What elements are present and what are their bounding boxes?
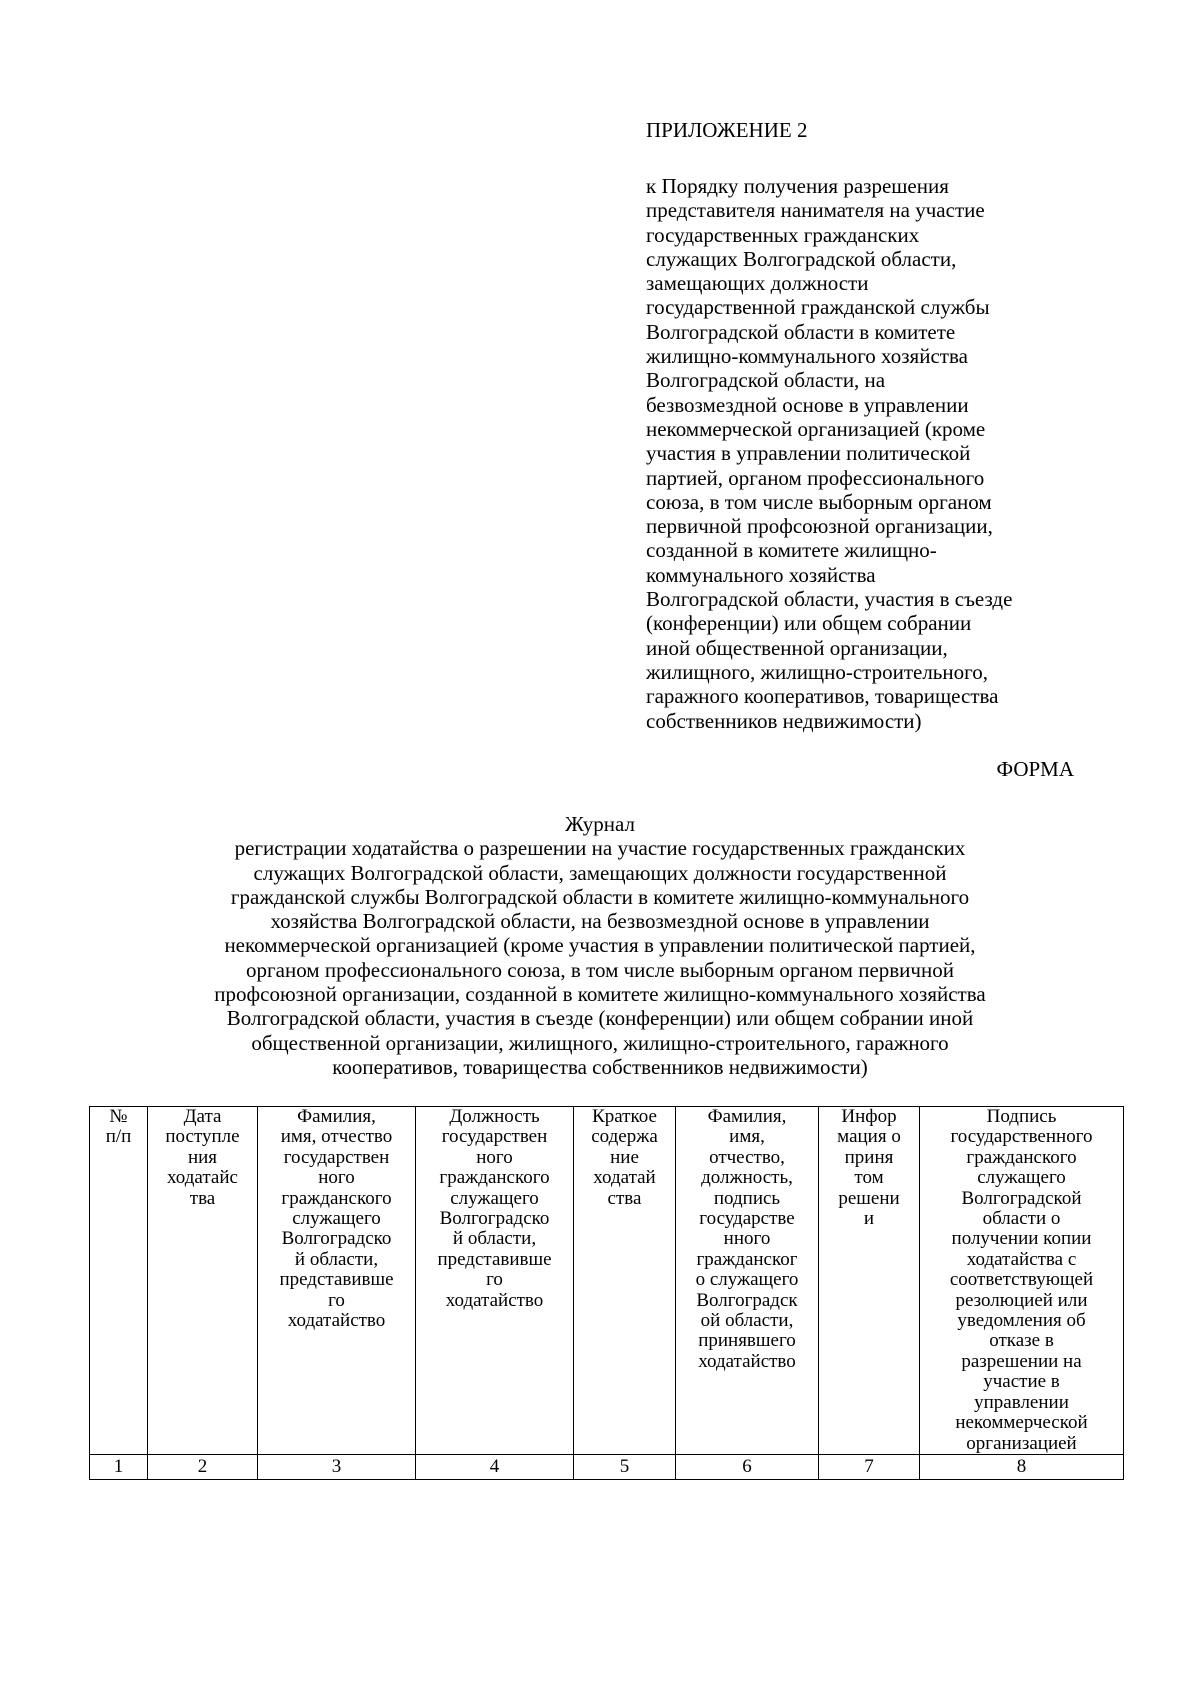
column-number-cell: 8: [920, 1454, 1124, 1479]
column-number-cell: 5: [574, 1454, 676, 1479]
appendix-line: Волгоградской области в комитете: [646, 319, 956, 344]
appendix-line: союза, в том числе выборным органом: [646, 489, 992, 514]
journal-line: профсоюзной организации, созданной в комитете жилищно-коммунального хозяйства: [214, 982, 986, 1007]
appendix-line: замещающих должности: [646, 271, 869, 296]
header-cell-receiver: [676, 1107, 819, 1455]
header-line: некоммерческой: [955, 1412, 1088, 1434]
header-line: имя, отчество: [280, 1126, 393, 1148]
header-cell-date: [148, 1107, 258, 1455]
appendix-line: жилищного, жилищно-строительного,: [646, 659, 988, 684]
appendix-title: ПРИЛОЖЕНИЕ 2: [646, 118, 808, 142]
appendix-line: иной общественной организации,: [646, 635, 948, 660]
header-line: решени: [838, 1187, 900, 1209]
header-line: го: [486, 1269, 503, 1291]
header-line: организацией: [966, 1432, 1077, 1454]
appendix-line: служащих Волгоградской области,: [646, 246, 957, 271]
header-line: приня: [844, 1146, 894, 1168]
header-line: №: [109, 1106, 128, 1127]
header-line: соответствующей: [949, 1269, 1094, 1291]
header-line: ного: [476, 1146, 513, 1168]
appendix-line: первичной профсоюзной организации,: [646, 514, 993, 539]
header-line: Волгоградско: [281, 1228, 392, 1250]
header-line: получении копии: [951, 1228, 1092, 1250]
journal-line: общественной организации, жилищного, жилищно-строительного, гаражного: [251, 1030, 949, 1055]
journal-line: хозяйства Волгоградской области, на безвозмездной основе в управлении: [270, 909, 930, 934]
appendix-line: партией, органом профессионального: [646, 465, 985, 490]
journal-line: Волгоградской области, участия в съезде (конференции) или общем собрании иной: [226, 1006, 974, 1031]
appendix-line: Волгоградской области, участия в съезде: [646, 587, 1013, 612]
header-line: государственного: [950, 1126, 1093, 1148]
column-number-cell: 4: [416, 1454, 574, 1479]
header-line: управлении: [974, 1391, 1069, 1413]
header-line: имя,: [729, 1126, 765, 1148]
header-line: ходатай: [593, 1167, 656, 1189]
header-line: отказе в: [989, 1330, 1054, 1352]
header-cell-applicant-name: [258, 1107, 416, 1455]
journal-table: [89, 1106, 1124, 1480]
column-number-cell: 2: [148, 1454, 258, 1479]
header-cell-decision: [819, 1107, 920, 1455]
header-line: и: [863, 1208, 875, 1230]
header-line: Подпись: [986, 1106, 1057, 1127]
appendix-line: государственной гражданской службы: [646, 295, 990, 320]
appendix-line: гаражного кооперативов, товарищества: [646, 684, 999, 709]
header-line: гражданского: [439, 1167, 550, 1189]
header-line: Должность: [449, 1106, 540, 1127]
table-header-row: [90, 1107, 1124, 1455]
header-line: гражданског: [696, 1248, 798, 1270]
header-line: представивше: [279, 1269, 394, 1291]
header-line: ходатайс: [167, 1167, 238, 1189]
appendix-line: к Порядку получения разрешения: [646, 174, 949, 198]
appendix-line: безвозмездной основе в управлении: [646, 392, 969, 417]
header-line: мация о: [837, 1126, 901, 1148]
journal-title: Журнал: [564, 812, 635, 836]
header-line: ходатайство: [698, 1350, 796, 1372]
header-line: го: [328, 1289, 345, 1311]
appendix-line: участия в управлении политической: [646, 441, 971, 466]
appendix-line: некоммерческой организацией (кроме: [646, 416, 986, 441]
header-cell-summary: [574, 1107, 676, 1455]
header-line: ного: [318, 1167, 355, 1189]
header-line: тва: [189, 1187, 216, 1209]
journal-line: органом профессионального союза, в том числе выборным органом первичной: [246, 957, 954, 982]
header-line: уведомления об: [957, 1310, 1086, 1332]
header-line: й области,: [294, 1248, 379, 1270]
header-line: представивше: [437, 1248, 552, 1270]
header-line: гражданского: [966, 1146, 1077, 1168]
header-line: должность,: [701, 1167, 793, 1189]
header-line: служащего: [292, 1208, 381, 1230]
header-line: п/п: [105, 1126, 132, 1148]
appendix-line: созданной в комитете жилищно-: [646, 538, 937, 563]
form-label: ФОРМА: [996, 757, 1074, 781]
header-line: Фамилия,: [707, 1106, 787, 1127]
journal-line: гражданской службы Волгоградской области в комитете жилищно-коммунального: [230, 884, 970, 909]
appendix-line: Волгоградской области, на: [646, 368, 886, 393]
journal-line: кооперативов, товарищества собственников недвижимости): [332, 1054, 868, 1079]
column-number-cell: 1: [90, 1454, 148, 1479]
journal-line: служащих Волгоградской области, замещающих должности государственной: [253, 860, 947, 885]
column-number-cell: 6: [676, 1454, 819, 1479]
header-cell-applicant-position: [416, 1107, 574, 1455]
appendix-line: собственников недвижимости): [646, 708, 922, 733]
header-line: поступле: [165, 1126, 240, 1148]
journal-line: регистрации ходатайства о разрешении на участие государственных гражданских: [234, 836, 966, 861]
header-line: области о: [982, 1208, 1061, 1230]
appendix-reference: [646, 174, 1086, 733]
header-line: ние: [610, 1146, 639, 1168]
header-line: Инфор: [841, 1106, 897, 1127]
appendix-line: (конференции) или общем собрании: [646, 611, 972, 636]
header-line: содержа: [591, 1126, 658, 1148]
header-line: подпись: [713, 1187, 781, 1209]
appendix-line: жилищно-коммунального хозяйства: [646, 344, 968, 369]
header-line: ния: [187, 1146, 218, 1168]
header-line: разрешении на: [961, 1350, 1082, 1372]
header-line: гражданского: [281, 1187, 392, 1209]
appendix-line: коммунального хозяйства: [646, 562, 876, 587]
appendix-line: государственных гражданских: [646, 222, 920, 247]
journal-heading: [100, 812, 1100, 1079]
column-number-row: [90, 1454, 1124, 1479]
header-line: служащего: [977, 1167, 1066, 1189]
header-line: Волгоградск: [696, 1289, 798, 1311]
header-line: ства: [607, 1187, 642, 1209]
header-line: нного: [723, 1228, 771, 1250]
header-line: Краткое: [592, 1106, 657, 1127]
header-line: Фамилия,: [297, 1106, 376, 1127]
header-line: участие в: [983, 1371, 1060, 1393]
header-line: й области,: [452, 1228, 537, 1250]
header-line: ходатайства с: [966, 1248, 1077, 1270]
header-line: Волгоградско: [439, 1208, 550, 1230]
header-line: государствен: [283, 1146, 390, 1168]
header-line: принявшего: [698, 1330, 796, 1352]
header-line: ходатайство: [445, 1289, 544, 1311]
appendix-line: представителя нанимателя на участие: [646, 198, 985, 223]
column-number-cell: 3: [258, 1454, 416, 1479]
header-cell-number: [90, 1107, 148, 1455]
header-line: отчество,: [709, 1146, 785, 1168]
header-line: резолюцией или: [955, 1289, 1088, 1311]
header-line: ходатайство: [287, 1310, 386, 1332]
journal-line: некоммерческой организацией (кроме участия в управлении политической партией,: [224, 933, 976, 958]
header-line: служащего: [450, 1187, 539, 1209]
column-number-cell: 7: [819, 1454, 920, 1479]
header-line: том: [854, 1167, 884, 1189]
header-line: о служащего: [695, 1269, 799, 1291]
header-line: Дата: [183, 1106, 222, 1127]
header-cell-signature: [920, 1107, 1124, 1455]
header-line: государстве: [699, 1208, 795, 1230]
header-line: государствен: [441, 1126, 548, 1148]
header-line: Волгоградской: [961, 1187, 1082, 1209]
header-line: ой области,: [700, 1310, 794, 1332]
